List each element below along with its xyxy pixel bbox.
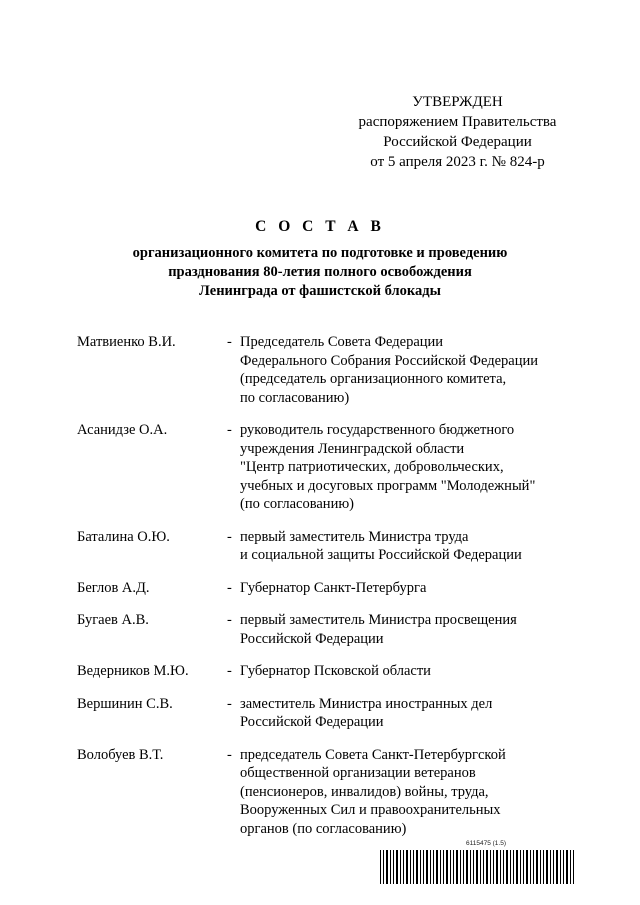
document-subtitle — [0, 244, 640, 301]
barcode-bar — [413, 850, 414, 884]
member-position-line: Губернатор Псковской области — [240, 663, 431, 679]
member-row — [77, 528, 597, 565]
member-name: Бугаев А.В. — [77, 612, 149, 628]
member-dash: - — [227, 612, 232, 628]
member-position-line: и социальной защиты Российской Федерации — [240, 547, 522, 563]
barcode-bar — [483, 850, 484, 884]
member-position — [240, 421, 597, 514]
member-position-line: Губернатор Санкт-Петербурга — [240, 579, 427, 596]
member-position-line: руководитель государственного бюджетного — [240, 422, 515, 438]
barcode-bar — [453, 850, 454, 884]
member-dash: - — [227, 663, 232, 679]
approval-line: УТВЕРЖДЕН — [412, 94, 503, 110]
member-position-line: первый заместитель Министра труда — [240, 528, 469, 545]
approval-line: Российской Федерации — [383, 134, 532, 150]
barcode-bar — [436, 850, 438, 884]
member-position-line: Федерального Собрания Российской Федерации — [240, 352, 539, 369]
barcode-bar — [553, 850, 554, 884]
barcode-bar — [543, 850, 544, 884]
barcode-bar — [530, 850, 531, 884]
subtitle-line: Ленинграда от фашистской блокады — [199, 283, 441, 299]
member-position-line: Председатель Совета Федерации — [240, 334, 444, 350]
member-position — [240, 746, 597, 839]
barcode-bar — [416, 850, 418, 884]
barcode-bar — [476, 850, 478, 884]
member-position-line: Российской Федерации — [240, 714, 384, 730]
member-position-line: (председатель организационного комитета, — [240, 371, 507, 387]
member-name: Вершинин С.В. — [77, 695, 173, 712]
member-row — [77, 662, 597, 681]
member-position-line: учебных и досуговых программ "Молодежный" — [240, 477, 536, 494]
barcode-bar — [380, 850, 381, 884]
member-position — [240, 662, 597, 681]
barcode-bar — [440, 850, 441, 884]
approval-line: от 5 апреля 2023 г. № 824-р — [370, 154, 545, 170]
barcode-bar — [536, 850, 538, 884]
barcode-bar — [503, 850, 504, 884]
barcode-bar — [460, 850, 461, 884]
barcode-bar — [443, 850, 444, 884]
barcode-bar — [486, 850, 488, 884]
member-dash: - — [227, 422, 232, 438]
barcode-bar — [426, 850, 428, 884]
barcode-bar — [400, 850, 401, 884]
member-dash: - — [227, 695, 232, 712]
member-dash: - — [227, 334, 232, 350]
document-title: С О С Т А В — [255, 218, 385, 235]
barcode-bar — [420, 850, 421, 884]
member-name: Ведерников М.Ю. — [77, 663, 189, 679]
barcode-bar — [410, 850, 411, 884]
approval-line: распоряжением Правительства — [358, 114, 557, 130]
member-dash: - — [227, 528, 232, 545]
barcode-bar — [500, 850, 501, 884]
barcode-bar — [490, 850, 491, 884]
member-name: Асанидзе О.А. — [77, 422, 168, 438]
barcode-bar — [506, 850, 508, 884]
member-row — [77, 611, 597, 648]
subtitle-line: празднования 80-летия полного освобождения — [168, 264, 472, 280]
barcode-bar — [526, 850, 528, 884]
member-position-line: Вооруженных Сил и правоохранительных — [240, 802, 501, 818]
member-position — [240, 528, 597, 565]
member-row — [77, 579, 597, 598]
barcode-number: 6115475 (1.5) — [466, 840, 506, 847]
barcode-bar — [560, 850, 561, 884]
member-row — [77, 695, 597, 732]
barcode-bar — [540, 850, 541, 884]
barcode-bar — [493, 850, 494, 884]
member-position-line: учреждения Ленинградской области — [240, 440, 465, 457]
barcode-bar — [550, 850, 551, 884]
barcode-bar — [383, 850, 384, 884]
barcode-bar — [390, 850, 391, 884]
member-row — [77, 333, 597, 407]
barcode-bar — [433, 850, 434, 884]
member-name: Беглов А.Д. — [77, 579, 150, 596]
barcode-bar — [513, 850, 514, 884]
member-position-line: первый заместитель Министра просвещения — [240, 612, 517, 628]
barcode-bar — [496, 850, 498, 884]
barcode-bar — [546, 850, 548, 884]
barcode-bar — [450, 850, 451, 884]
barcode-bar — [510, 850, 511, 884]
member-position-line: (пенсионеров, инвалидов) войны, труда, — [240, 783, 489, 800]
barcode-bar — [473, 850, 474, 884]
member-position-line: органов (по согласованию) — [240, 820, 407, 837]
barcode-image — [378, 850, 578, 884]
member-position — [240, 611, 597, 648]
barcode-bar — [430, 850, 431, 884]
barcode-bar — [406, 850, 408, 884]
member-position-line: Российской Федерации — [240, 630, 384, 647]
barcode-bar — [386, 850, 388, 884]
members-list — [77, 333, 597, 852]
member-dash: - — [227, 746, 232, 763]
barcode-bar — [446, 850, 448, 884]
barcode-bar — [423, 850, 424, 884]
member-position-line: председатель Совета Санкт-Петербургской — [240, 746, 506, 763]
barcode-bar — [470, 850, 471, 884]
barcode-bar — [403, 850, 404, 884]
member-position-line: "Центр патриотических, добровольческих, — [240, 459, 504, 475]
member-position — [240, 579, 597, 598]
barcode-bar — [570, 850, 571, 884]
member-position-line: по согласованию) — [240, 389, 350, 406]
member-position-line: заместитель Министра иностранных дел — [240, 695, 493, 712]
member-position — [240, 333, 597, 407]
member-row — [77, 421, 597, 514]
approval-block — [330, 92, 585, 172]
barcode-bar — [573, 850, 574, 884]
subtitle-line: организационного комитета по подготовке и проведению — [132, 245, 508, 261]
barcode-bar — [556, 850, 558, 884]
barcode-bar — [396, 850, 398, 884]
member-position-line: общественной организации ветеранов — [240, 765, 476, 781]
member-name: Матвиенко В.И. — [77, 334, 176, 350]
barcode-bar — [480, 850, 481, 884]
member-position — [240, 695, 597, 732]
member-row — [77, 746, 597, 839]
barcode-bar — [563, 850, 564, 884]
member-name: Волобуев В.Т. — [77, 746, 164, 763]
barcode-bar — [516, 850, 518, 884]
barcode-bar — [463, 850, 464, 884]
barcode-bar — [456, 850, 458, 884]
barcode-bar — [566, 850, 568, 884]
member-position-line: (по согласованию) — [240, 496, 354, 512]
barcode-bar — [533, 850, 534, 884]
member-name: Баталина О.Ю. — [77, 528, 170, 545]
barcode-bar — [466, 850, 468, 884]
barcode-bar — [523, 850, 524, 884]
barcode-bar — [393, 850, 394, 884]
barcode-bar — [520, 850, 521, 884]
member-dash: - — [227, 579, 232, 596]
